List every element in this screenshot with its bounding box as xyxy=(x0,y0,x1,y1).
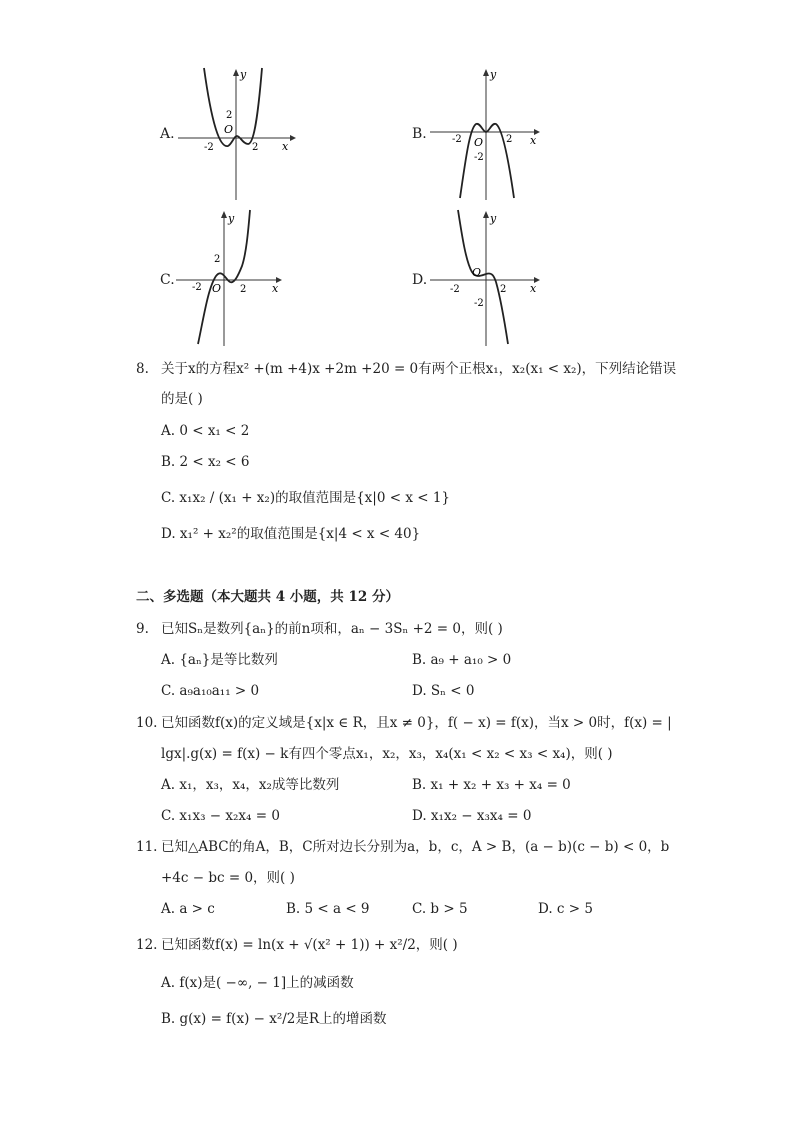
q9-stem: 已知Sₙ是数列{aₙ}的前n项和，aₙ − 3Sₙ +2 = 0，则( ) xyxy=(161,621,503,637)
graph-d-origin: O xyxy=(472,266,482,279)
q12-option-a: A. f(x)是( −∞, − 1]上的减函数 xyxy=(161,975,354,991)
graph-a xyxy=(178,66,298,200)
graph-a-ylabel: y xyxy=(240,68,247,81)
q11-stem-line1: 已知△ABC的角A，B，C所对边长分别为a，b，c，A > B，(a − b)(c − b) < 0，b xyxy=(161,839,670,855)
q12-option-b: B. g(x) = f(x) − x²/2是R上的增函数 xyxy=(161,1011,387,1027)
graph-c-label: C. xyxy=(160,272,175,288)
graph-c-ylabel: y xyxy=(228,212,235,225)
graph-d-tick-xpos: 2 xyxy=(500,284,507,295)
graph-c-tick-y: 2 xyxy=(214,254,221,265)
q11-stem-line2: +4c − bc = 0，则( ) xyxy=(161,870,295,886)
q10-number: 10. xyxy=(136,715,158,731)
q8-stem-line1: 关于x的方程x² +(m +4)x +2m +20 = 0有两个正根x₁，x₂(x₁ < x₂)，下列结论错误 xyxy=(161,361,677,377)
graph-c-xlabel: x xyxy=(272,282,279,295)
q9-option-b: B. a₉ + a₁₀ > 0 xyxy=(412,652,512,668)
graph-b-tick-y: -2 xyxy=(474,152,484,163)
q11-option-d: D. c > 5 xyxy=(538,901,593,917)
graph-c-tick-xneg: -2 xyxy=(192,282,202,293)
graph-d xyxy=(430,206,550,346)
q9-option-c: C. a₉a₁₀a₁₁ > 0 xyxy=(161,683,260,699)
q9-option-a: A. {aₙ}是等比数列 xyxy=(161,652,278,668)
q11-number: 11. xyxy=(136,839,158,855)
q9-option-d: D. Sₙ < 0 xyxy=(412,683,475,699)
graph-d-tick-xneg: -2 xyxy=(450,284,460,295)
graph-b-xlabel: x xyxy=(530,134,537,147)
q8-option-d: D. x₁² + x₂²的取值范围是{x|4 < x < 40} xyxy=(161,526,421,542)
q10-option-c: C. x₁x₃ − x₂x₄ = 0 xyxy=(161,808,280,824)
q11-option-b: B. 5 < a < 9 xyxy=(286,901,370,917)
graph-d-tick-y: -2 xyxy=(474,298,484,309)
q10-option-b: B. x₁ + x₂ + x₃ + x₄ = 0 xyxy=(412,777,571,793)
q8-option-a: A. 0 < x₁ < 2 xyxy=(161,423,250,439)
graph-a-tick-xneg: -2 xyxy=(204,142,214,153)
q10-stem-line1: 已知函数f(x)的定义域是{x|x ∈ R，且x ≠ 0}，f( − x) = f(x)，当x > 0时，f(x) = | xyxy=(161,715,672,731)
graph-b-ylabel: y xyxy=(490,68,497,81)
q10-option-d: D. x₁x₂ − x₃x₄ = 0 xyxy=(412,808,532,824)
section-heading: 二、多选题（本大题共 4 小题，共 12 分） xyxy=(136,589,399,605)
q10-option-a: A. x₁，x₃，x₄，x₂成等比数列 xyxy=(161,777,340,793)
graph-d-xlabel: x xyxy=(530,282,537,295)
graph-c-origin: O xyxy=(212,282,222,295)
q8-option-b: B. 2 < x₂ < 6 xyxy=(161,454,250,470)
graph-b-tick-xpos: 2 xyxy=(506,134,513,145)
q9-number: 9. xyxy=(136,621,149,637)
graph-d-ylabel: y xyxy=(490,212,497,225)
graph-a-tick-xpos: 2 xyxy=(252,142,259,153)
q11-option-c: C. b > 5 xyxy=(412,901,468,917)
graph-d-label: D. xyxy=(412,272,428,288)
q8-number: 8. xyxy=(136,361,149,377)
q8-stem-line2: 的是( ) xyxy=(161,391,203,407)
graph-c-tick-xpos: 2 xyxy=(240,284,247,295)
graph-b xyxy=(430,66,550,200)
graph-a-origin: O xyxy=(224,123,234,136)
q12-stem: 已知函数f(x) = ln(x + √(x² + 1)) + x²/2，则( ) xyxy=(161,937,458,953)
q8-option-c: C. x₁x₂ / (x₁ + x₂)的取值范围是{x|0 < x < 1} xyxy=(161,490,451,506)
graph-a-label: A. xyxy=(160,126,175,142)
graph-a-tick-y: 2 xyxy=(226,110,233,121)
graph-b-tick-xneg: -2 xyxy=(452,134,462,145)
q11-option-a: A. a > c xyxy=(161,901,215,917)
graph-b-origin: O xyxy=(474,136,484,149)
graph-c xyxy=(176,206,296,346)
q12-number: 12. xyxy=(136,937,158,953)
graph-a-xlabel: x xyxy=(282,140,289,153)
q10-stem-line2: lgx|.g(x) = f(x) − k有四个零点x₁，x₂，x₃，x₄(x₁ < x₂ < x₃ < x₄)，则( ) xyxy=(161,746,613,762)
graph-b-label: B. xyxy=(412,126,427,142)
